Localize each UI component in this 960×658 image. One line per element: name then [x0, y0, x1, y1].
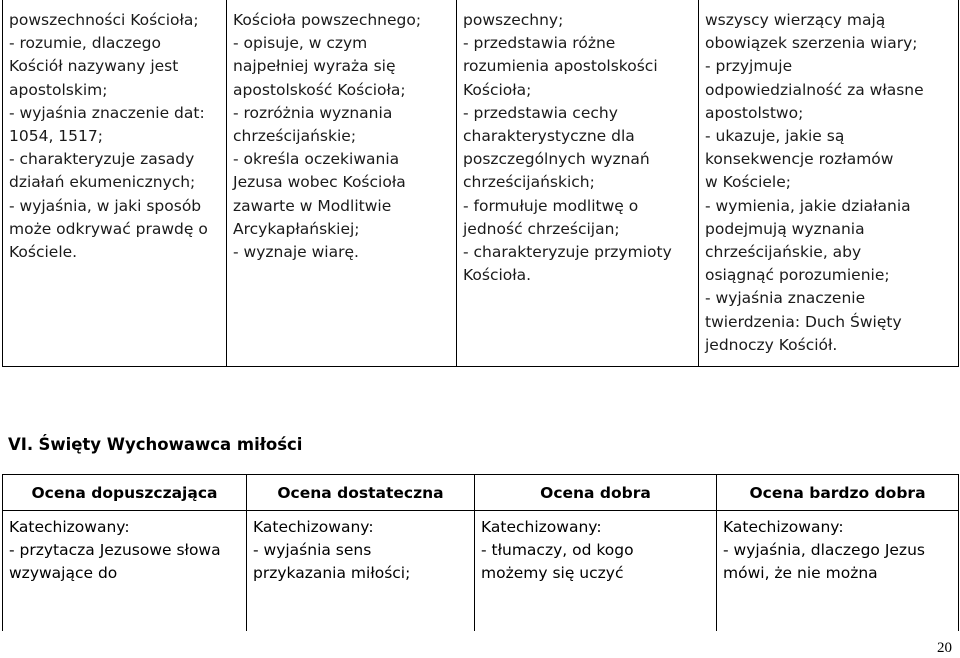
grade-cell-col2 — [247, 511, 475, 631]
cell-text-line: - określa oczekiwania — [233, 150, 400, 169]
criteria-cell-col3 — [457, 0, 699, 367]
cell-text-line: rozumienia apostolskości — [463, 57, 658, 76]
cell-text-line: - charakteryzuje przymioty — [463, 243, 672, 262]
cell-text-line: - wyjaśnia znaczenie dat: — [9, 103, 205, 122]
table-header-row — [3, 475, 959, 511]
cell-text-line: Kościoła powszechnego; — [233, 11, 422, 29]
section-heading — [8, 435, 302, 454]
cell-text-line: Kościoła; — [463, 80, 532, 99]
header-grade-sufficient: Ocena dopuszczająca — [3, 475, 247, 511]
grades-table — [2, 474, 959, 631]
cell-text-line: osiągnąć porozumienie; — [705, 266, 890, 285]
cell-text-line: Arcykapłańskiej; — [233, 219, 360, 238]
cell-text-line: - wyjaśnia znaczenie — [705, 289, 866, 308]
cell-text-line: twierdzenia: Duch Święty — [705, 312, 902, 331]
cell-text-line: - tłumaczy, od kogo — [481, 541, 634, 560]
grade-cell-col4 — [717, 511, 959, 631]
cell-text-line: - wyznaje wiarę. — [233, 243, 359, 262]
cell-text-line: chrześcijańskie; — [233, 127, 357, 146]
cell-text-line: chrześcijańskie, aby — [705, 243, 862, 262]
cell-text-line: Kościele. — [9, 243, 78, 262]
cell-text-line: - charakteryzuje zasady — [9, 150, 195, 169]
cell-text-line: apostolstwo; — [705, 103, 804, 122]
cell-text-line: chrześcijańskich; — [463, 173, 595, 192]
cell-text-line: wzywające do — [9, 564, 118, 583]
cell-text-line: mówi, że nie można — [723, 564, 878, 583]
cell-text-line: Kościoła. — [463, 266, 532, 285]
header-grade-satisfactory: Ocena dostateczna — [247, 475, 475, 511]
section-number: VI. — [8, 435, 34, 454]
cell-text-line: - opisuje, w czym — [233, 34, 368, 53]
cell-text-line: - formułuje modlitwę o — [463, 196, 639, 215]
cell-text-line: obowiązek szerzenia wiary; — [705, 34, 918, 53]
cell-text-line: Katechizowany: — [253, 518, 374, 536]
cell-text-line: najpełniej wyraża się — [233, 57, 396, 76]
cell-text-line: może odkrywać prawdę o — [9, 219, 208, 238]
cell-text-line: przykazania miłości; — [253, 564, 411, 583]
cell-text-line: zawarte w Modlitwie — [233, 196, 392, 215]
criteria-cell-col2 — [227, 0, 457, 367]
cell-text-line: Katechizowany: — [481, 518, 602, 536]
cell-text-line: odpowiedzialność za własne — [705, 80, 924, 99]
header-grade-good: Ocena dobra — [475, 475, 717, 511]
cell-text-line: - przedstawia cechy — [463, 103, 618, 122]
table-row — [3, 0, 959, 367]
cell-text-line: wszyscy wierzący mają — [705, 11, 886, 29]
criteria-cell-col1 — [3, 0, 227, 367]
cell-text-line: - przytacza Jezusowe słowa — [9, 541, 221, 560]
cell-text-line: poszczególnych wyznań — [463, 150, 650, 169]
grade-cell-col3 — [475, 511, 717, 631]
cell-text-line: Katechizowany: — [9, 518, 130, 536]
cell-text-line: powszechności Kościoła; — [9, 11, 199, 29]
cell-text-line: - ukazuje, jakie są — [705, 127, 845, 146]
cell-text-line: - wymienia, jakie działania — [705, 196, 911, 215]
header-grade-very-good: Ocena bardzo dobra — [717, 475, 959, 511]
cell-text-line: Jezusa wobec Kościoła — [233, 173, 406, 192]
cell-text-line: Kościół nazywany jest — [9, 57, 179, 76]
cell-text-line: - wyjaśnia sens — [253, 541, 372, 560]
cell-text-line: jedność chrześcijan; — [463, 219, 620, 238]
cell-text-line: - wyjaśnia, w jaki sposób — [9, 196, 202, 215]
cell-text-line: - przedstawia różne — [463, 34, 616, 53]
cell-text-line: podejmują wyznania — [705, 219, 865, 238]
cell-text-line: jednoczy Kościół. — [705, 335, 838, 354]
cell-text-line: - przyjmuje — [705, 57, 793, 76]
table-row — [3, 511, 959, 631]
criteria-table-continued — [2, 0, 959, 367]
cell-text-line: apostolskość Kościoła; — [233, 80, 406, 99]
cell-text-line: możemy się uczyć — [481, 564, 624, 583]
cell-text-line: w Kościele; — [705, 173, 791, 192]
page-number: 20 — [937, 640, 952, 656]
cell-text-line: powszechny; — [463, 11, 564, 29]
grade-cell-col1 — [3, 511, 247, 631]
cell-text-line: konsekwencje rozłamów — [705, 150, 894, 169]
cell-text-line: - wyjaśnia, dlaczego Jezus — [723, 541, 925, 560]
criteria-cell-col4 — [699, 0, 959, 367]
section-title: Święty Wychowawca miłości — [38, 435, 303, 454]
cell-text-line: charakterystyczne dla — [463, 127, 635, 146]
cell-text-line: - rozumie, dlaczego — [9, 34, 161, 53]
cell-text-line: Katechizowany: — [723, 518, 844, 536]
cell-text-line: apostolskim; — [9, 80, 108, 99]
cell-text-line: działań ekumenicznych; — [9, 173, 196, 192]
cell-text-line: - rozróżnia wyznania — [233, 103, 393, 122]
cell-text-line: 1054, 1517; — [9, 127, 103, 146]
